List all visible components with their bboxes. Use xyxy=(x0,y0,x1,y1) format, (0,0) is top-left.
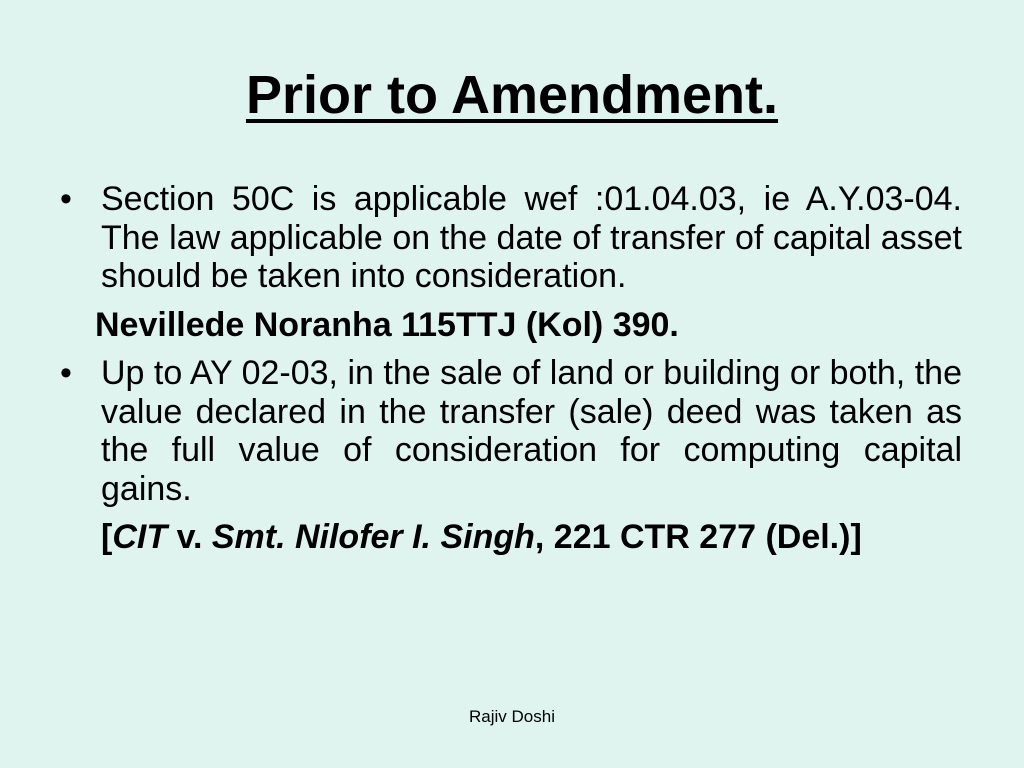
bullet-2-text: Up to AY 02-03, in the sale of land or building or both, the value declared in the transfer (sale) deed was taken as the full value of consideration for computing capital gains. xyxy=(101,354,962,508)
bullet-item-1 xyxy=(60,180,962,296)
bullet-1-text: Section 50C is applicable wef :01.04.03, ie A.Y.03-04. The law applicable on the date of transfer of capital asset should be taken into consideration. xyxy=(101,180,962,295)
citation-party-1: CIT xyxy=(112,518,168,556)
bullet-icon: • xyxy=(60,180,72,218)
slide-title xyxy=(0,62,1024,128)
citation-reference: , 221 CTR 277 (Del.)] xyxy=(534,518,862,556)
slide-title-text: Prior to Amendment. xyxy=(245,65,779,125)
case-citation-2 xyxy=(60,518,962,557)
slide-footer: Rajiv Doshi xyxy=(469,707,555,726)
citation-versus: v. xyxy=(176,518,203,556)
citation-party-2: Smt. Nilofer I. Singh xyxy=(211,518,535,556)
citation-open-bracket: [ xyxy=(101,518,113,556)
bullet-icon: • xyxy=(60,354,72,392)
slide-body xyxy=(60,180,962,557)
bullet-item-2 xyxy=(60,354,962,508)
case-citation-1: Nevillede Noranha 115TTJ (Kol) 390. xyxy=(95,305,679,344)
